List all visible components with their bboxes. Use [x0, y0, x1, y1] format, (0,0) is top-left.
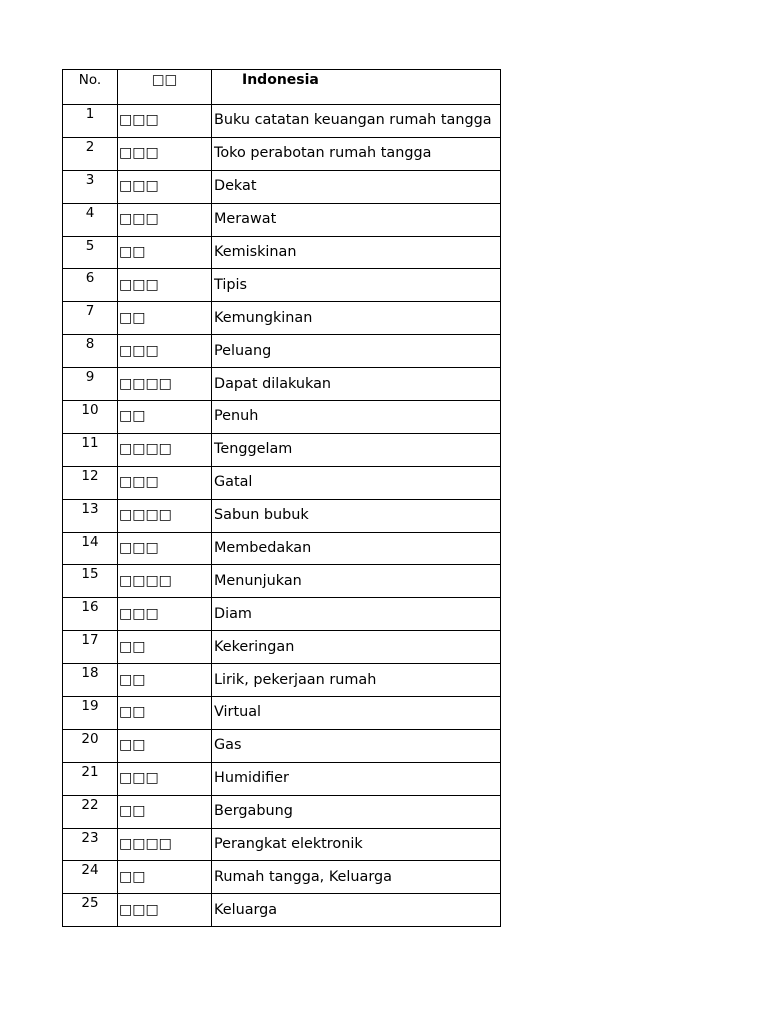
table-row	[63, 499, 501, 532]
row-number: 11	[63, 433, 118, 466]
row-number: 21	[63, 762, 118, 795]
row-word: □□□	[118, 105, 212, 138]
row-indonesia: Dapat dilakukan	[212, 368, 501, 401]
row-indonesia: Membedakan	[212, 532, 501, 565]
table-row	[63, 269, 501, 302]
header-indonesia: Indonesia	[212, 70, 501, 105]
row-indonesia: Merawat	[212, 203, 501, 236]
row-word: □□	[118, 236, 212, 269]
table-row	[63, 335, 501, 368]
row-number: 19	[63, 697, 118, 730]
table-row	[63, 466, 501, 499]
row-word: □□□□	[118, 499, 212, 532]
row-indonesia: Virtual	[212, 697, 501, 730]
row-number: 6	[63, 269, 118, 302]
row-word: □□□	[118, 170, 212, 203]
row-indonesia: Penuh	[212, 401, 501, 434]
table-row	[63, 598, 501, 631]
row-word: □□	[118, 401, 212, 434]
table-row	[63, 631, 501, 664]
row-number: 18	[63, 664, 118, 697]
row-indonesia: Gatal	[212, 466, 501, 499]
table-row	[63, 203, 501, 236]
row-number: 10	[63, 401, 118, 434]
row-word: □□□	[118, 269, 212, 302]
row-number: 9	[63, 368, 118, 401]
row-word: □□□	[118, 137, 212, 170]
table-row	[63, 697, 501, 730]
row-indonesia: Dekat	[212, 170, 501, 203]
row-indonesia: Kemungkinan	[212, 302, 501, 335]
table-header	[63, 70, 501, 105]
row-word: □□	[118, 302, 212, 335]
row-number: 3	[63, 170, 118, 203]
row-indonesia: Humidifier	[212, 762, 501, 795]
row-number: 1	[63, 105, 118, 138]
table-row	[63, 762, 501, 795]
table-row	[63, 664, 501, 697]
row-number: 14	[63, 532, 118, 565]
row-word: □□□	[118, 203, 212, 236]
row-number: 24	[63, 861, 118, 894]
row-word: □□□	[118, 762, 212, 795]
row-indonesia: Bergabung	[212, 795, 501, 828]
row-number: 22	[63, 795, 118, 828]
row-indonesia: Tipis	[212, 269, 501, 302]
row-indonesia: Kemiskinan	[212, 236, 501, 269]
header-word: □□	[118, 70, 212, 105]
row-indonesia: Kekeringan	[212, 631, 501, 664]
table-row	[63, 137, 501, 170]
row-indonesia: Tenggelam	[212, 433, 501, 466]
row-word: □□□□	[118, 433, 212, 466]
table-row	[63, 828, 501, 861]
row-indonesia: Sabun bubuk	[212, 499, 501, 532]
table-row	[63, 565, 501, 598]
row-word: □□□	[118, 335, 212, 368]
row-number: 20	[63, 729, 118, 762]
row-word: □□□	[118, 466, 212, 499]
row-indonesia: Menunjukan	[212, 565, 501, 598]
row-indonesia: Diam	[212, 598, 501, 631]
row-word: □□	[118, 795, 212, 828]
row-indonesia: Perangkat elektronik	[212, 828, 501, 861]
table-row	[63, 236, 501, 269]
table-row	[63, 170, 501, 203]
row-word: □□□	[118, 894, 212, 927]
row-indonesia: Lirik, pekerjaan rumah	[212, 664, 501, 697]
header-row	[63, 70, 501, 105]
table-row	[63, 302, 501, 335]
row-number: 4	[63, 203, 118, 236]
row-indonesia: Toko perabotan rumah tangga	[212, 137, 501, 170]
table-row	[63, 532, 501, 565]
row-indonesia: Gas	[212, 729, 501, 762]
table-row	[63, 729, 501, 762]
row-number: 17	[63, 631, 118, 664]
row-word: □□□	[118, 598, 212, 631]
row-number: 12	[63, 466, 118, 499]
row-word: □□	[118, 861, 212, 894]
row-number: 16	[63, 598, 118, 631]
table-row	[63, 105, 501, 138]
row-number: 7	[63, 302, 118, 335]
row-indonesia: Buku catatan keuangan rumah tangga	[212, 105, 501, 138]
table-row	[63, 433, 501, 466]
row-number: 2	[63, 137, 118, 170]
row-number: 8	[63, 335, 118, 368]
row-word: □□□□	[118, 565, 212, 598]
row-word: □□	[118, 729, 212, 762]
row-word: □□□	[118, 532, 212, 565]
header-number: No.	[63, 70, 118, 105]
row-word: □□□□	[118, 368, 212, 401]
row-indonesia: Peluang	[212, 335, 501, 368]
row-indonesia: Keluarga	[212, 894, 501, 927]
table-row	[63, 861, 501, 894]
table-body	[63, 105, 501, 927]
row-word: □□	[118, 631, 212, 664]
table-row	[63, 795, 501, 828]
row-number: 15	[63, 565, 118, 598]
row-word: □□	[118, 664, 212, 697]
table-row	[63, 894, 501, 927]
row-word: □□	[118, 697, 212, 730]
table-row	[63, 401, 501, 434]
row-number: 13	[63, 499, 118, 532]
row-indonesia: Rumah tangga, Keluarga	[212, 861, 501, 894]
row-number: 25	[63, 894, 118, 927]
table-row	[63, 368, 501, 401]
row-word: □□□□	[118, 828, 212, 861]
row-number: 5	[63, 236, 118, 269]
vocabulary-table	[62, 69, 501, 927]
row-number: 23	[63, 828, 118, 861]
